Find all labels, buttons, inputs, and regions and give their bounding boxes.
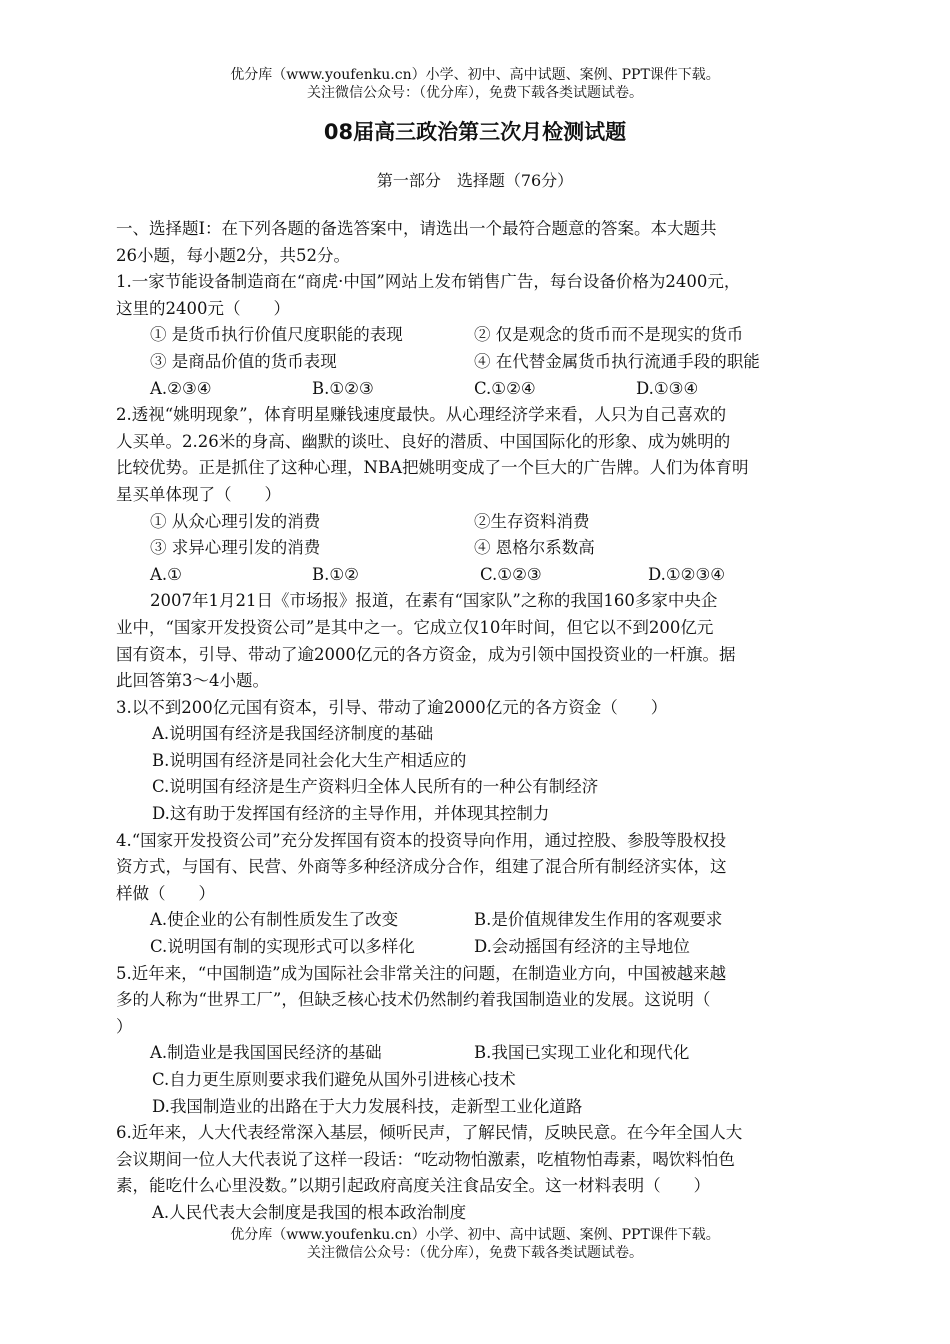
option-a: A.②③④ — [150, 378, 212, 398]
question-4-options — [116, 934, 838, 961]
question-2-statements — [116, 535, 838, 562]
reading-passage: 此回答第3～4小题。 — [116, 671, 269, 691]
option-d: D.会动摇国有经济的主导地位 — [474, 937, 690, 957]
question-4-stem: 样做（ ） — [116, 883, 215, 903]
footer-line-2: 关注微信公众号：（优分库），免费下载各类试题试卷。 — [307, 1245, 643, 1261]
statement: ② 仅是观念的货币而不是现实的货币 — [474, 325, 744, 345]
question-2-stem: 2.透视“姚明现象”，体育明星赚钱速度最快。从心理经济学来看，人只为自己喜欢的 — [116, 405, 727, 425]
header-line-2: 关注微信公众号：（优分库），免费下载各类试题试卷。 — [307, 85, 643, 101]
reading-passage: 2007年1月21日《市场报》报道，在素有“国家队”之称的我国160多家中央企 — [150, 591, 718, 611]
question-1-stem: 1.一家节能设备制造商在“商虎·中国”网站上发布销售广告，每台设备价格为2400元， — [116, 272, 741, 292]
option-b: B.是价值规律发生作用的客观要求 — [474, 910, 723, 930]
statement: ③ 是商品价值的货币表现 — [150, 351, 337, 371]
header-line-1: 优分库（www.youfenku.cn）小学、初中、高中试题、案例、PPT课件下载。 — [230, 67, 720, 83]
option-b: B.我国已实现工业化和现代化 — [474, 1043, 690, 1063]
option-c: C.说明国有经济是生产资料归全体人民所有的一种公有制经济 — [152, 777, 599, 797]
question-1-stem: 这里的2400元（ ） — [116, 298, 290, 318]
question-6-stem: 6.近年来，人大代表经常深入基层，倾听民声，了解民情，反映民意。在今年全国人大 — [116, 1123, 743, 1143]
reading-passage: 国有资本，引导、带动了逾2000亿元的各方资金，成为引领中国投资业的一杆旗。据 — [116, 644, 736, 664]
option-b: B.说明国有经济是同社会化大生产相适应的 — [152, 750, 467, 770]
option-d: D.这有助于发挥国有经济的主导作用，并体现其控制力 — [152, 804, 550, 824]
page-header — [0, 66, 950, 102]
option-d: D.我国制造业的出路在于大力发展科技，走新型工业化道路 — [152, 1096, 583, 1116]
question-3-stem: 3.以不到200亿元国有资本，引导、带动了逾2000亿元的各方资金（ ） — [116, 697, 668, 717]
statement: ① 是货币执行价值尺度职能的表现 — [150, 325, 403, 345]
option-c: C.①②④ — [474, 378, 536, 398]
page-title: 08届高三政治第三次月检测试题 — [323, 120, 627, 144]
question-5-stem: ） — [116, 1016, 133, 1036]
question-5-stem: 5.近年来，“中国制造”成为国际社会非常关注的问题，在制造业方向，中国被越来越 — [116, 963, 727, 983]
question-2-statements — [116, 509, 838, 536]
page-footer — [0, 1226, 950, 1262]
footer-line-1: 优分库（www.youfenku.cn）小学、初中、高中试题、案例、PPT课件下载。 — [230, 1227, 720, 1243]
instructions-line: 一、选择题Ⅰ：在下列各题的备选答案中，请选出一个最符合题意的答案。本大题共 — [116, 219, 717, 238]
question-1-statements — [116, 322, 838, 349]
option-a: A.人民代表大会制度是我国的根本政治制度 — [152, 1202, 467, 1222]
question-2-stem: 比较优势。正是抓住了这种心理，NBA把姚明变成了一个巨大的广告牌。人们为体育明 — [116, 458, 749, 478]
option-a: A.制造业是我国国民经济的基础 — [150, 1043, 382, 1063]
option-d: D.①②③④ — [648, 564, 726, 584]
question-4-options — [116, 907, 838, 934]
question-4-stem: 资方式，与国有、民营、外商等多种经济成分合作，组建了混合所有制经济实体，这 — [116, 857, 727, 877]
statement: ④ 恩格尔系数高 — [474, 538, 595, 558]
option-a: A.① — [150, 564, 182, 584]
question-5-options — [116, 1040, 838, 1067]
exam-content — [116, 216, 838, 1227]
option-b: B.①② — [312, 564, 359, 584]
option-c: C.自力更生原则要求我们避免从国外引进核心技术 — [152, 1070, 516, 1089]
question-2-options — [116, 562, 838, 589]
question-6-stem: 素，能吃什么心里没数。”以期引起政府高度关注食品安全。这一材料表明（ ） — [116, 1176, 711, 1196]
section-subtitle: 第一部分 选择题（76分） — [376, 171, 574, 190]
option-c: C.①②③ — [480, 564, 542, 584]
option-a: A.使企业的公有制性质发生了改变 — [150, 910, 399, 930]
option-a: A.说明国有经济是我国经济制度的基础 — [152, 724, 434, 744]
option-b: B.①②③ — [312, 378, 374, 398]
reading-passage: 业中，“国家开发投资公司”是其中之一。它成立仅10年时间，但它以不到200亿元 — [116, 617, 714, 637]
question-2-stem: 星买单体现了（ ） — [116, 484, 281, 504]
question-1-statements — [116, 349, 838, 376]
statement: ②生存资料消费 — [474, 511, 590, 531]
question-2-stem: 人买单。2.26米的身高、幽默的谈吐、良好的潜质、中国国际化的形象、成为姚明的 — [116, 431, 731, 451]
instructions-line: 26小题，每小题2分，共52分。 — [116, 245, 350, 265]
question-5-stem: 多的人称为“世界工厂”，但缺乏核心技术仍然制约着我国制造业的发展。这说明（ — [116, 990, 711, 1010]
question-6-stem: 会议期间一位人大代表说了这样一段话：“吃动物怕激素，吃植物怕毒素，喝饮料怕色 — [116, 1149, 735, 1169]
option-c: C.说明国有制的实现形式可以多样化 — [150, 937, 415, 957]
question-4-stem: 4.“国家开发投资公司”充分发挥国有资本的投资导向作用，通过控股、参股等股权投 — [116, 830, 727, 850]
question-1-options — [116, 376, 838, 403]
statement: ① 从众心理引发的消费 — [150, 511, 321, 531]
statement: ④ 在代替金属货币执行流通手段的职能 — [474, 351, 760, 371]
option-d: D.①③④ — [636, 378, 699, 398]
statement: ③ 求异心理引发的消费 — [150, 538, 321, 558]
